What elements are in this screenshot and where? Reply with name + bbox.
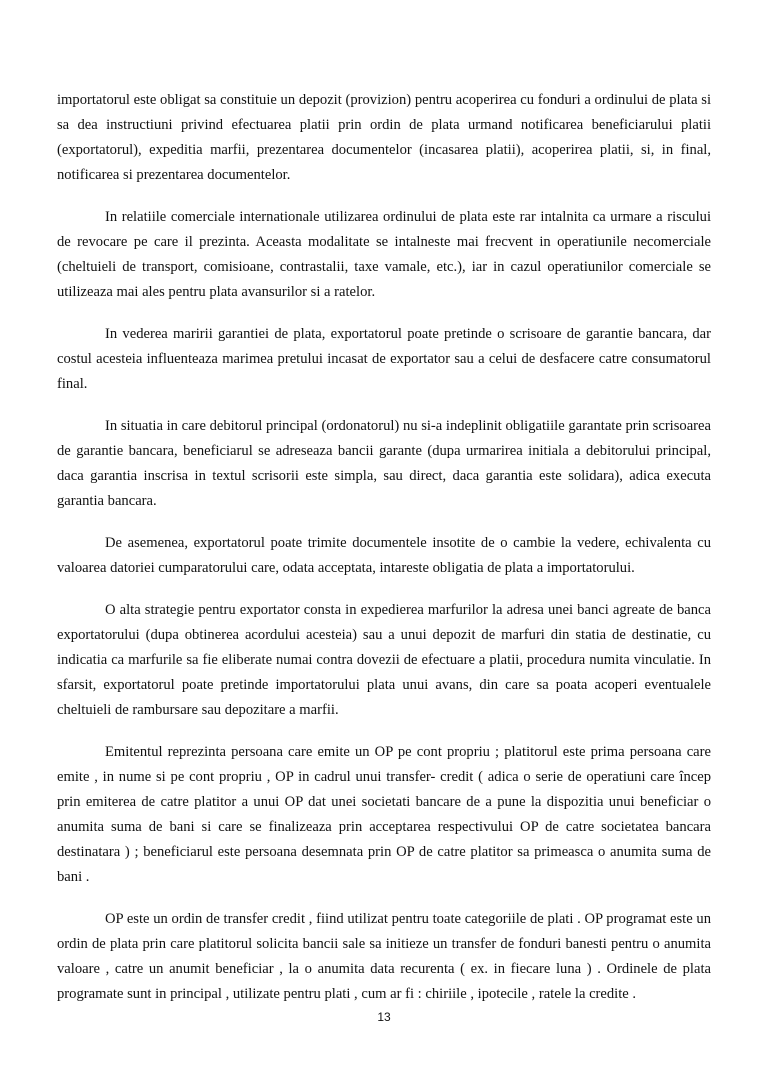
paragraph-guarantee-execution: In situatia in care debitorul principal (ordonatorul) nu si-a indeplinit obligatiile garantate prin scrisoarea de garantie bancara, beneficiarul se adreseaza bancii garante (dupa urmarirea initiala a debitorului principal, daca garantia inscrisa in textul scrisorii este simpla, sau direct, daca garantia este solidara), adica executa garantia bancara. <box>57 418 711 509</box>
paragraph-continuation: importatorul este obligat sa constituie un depozit (provizion) pentru acoperirea cu fonduri a ordinului de plata si sa dea instructiuni privind efectuarea platii prin ordin de plata urmand notificarea beneficiarului platii (exportatorul), expeditia marfii, prezentarea documentelor (incasarea platii), acoperirea platii, si, in final, notificarea si prezentarea documentelor. <box>57 92 711 183</box>
document-body <box>57 88 711 1024</box>
paragraph-exporter-strategy: O alta strategie pentru exportator consta in expedierea marfurilor la adresa unei banci agreate de banca exportatorului (dupa obtinerea acordului acesteia) sau a unui depozit de marfuri din statia de destinatie, cu indicatia ca marfurile sa fie eliberate numai contra dovezii de efectuare a platii, procedura numita vinculatie. In sfarsit, exportatorul poate pretinde importatorului plata unui avans, din care sa poata acoperi eventualele cheltuieli de rambursare sau depozitare a marfii. <box>57 602 711 718</box>
page-number: 13 <box>377 1010 391 1024</box>
paragraph-op-definition: OP este un ordin de transfer credit , fiind utilizat pentru toate categoriile de plati . OP programat este un ordin de plata prin care platitorul solicita bancii sale sa initieze un transfer de fonduri banesti pentru o anumita valoare , catre un anumit beneficiar , la o anumita data recurenta ( ex. in fiecare luna ) . Ordinele de plata programate sunt in principal , utilizate pentru plati , cum ar fi : chiriile , ipotecile , ratele la credite . <box>57 911 711 1002</box>
paragraph-issuer-definition: Emitentul reprezinta persoana care emite un OP pe cont propriu ; platitorul este prima persoana care emite , in nume si pe cont propriu , OP in cadrul unui transfer- credit ( adica o serie de operatiuni care încep prin emiterea de catre platitor a unui OP dat unei societati bancare de a pune la dispozitia unui beneficiar o anumita suma de bani si care se finalizeaza prin acceptarea respectivului OP de catre societatea bancara destinatara ) ; beneficiarul este persoana desemnata prin OP de catre platitor sa primeasca o anumita suma de bani . <box>57 744 711 885</box>
paragraph-bill-of-exchange: De asemenea, exportatorul poate trimite documentele insotite de o cambie la vedere, echivalenta cu valoarea datoriei cumparatorului care, odata acceptata, intareste obligatia de plata a importatorului. <box>57 535 711 576</box>
paragraph-payment-order-risk: In relatiile comerciale internationale utilizarea ordinului de plata este rar intalnita ca urmare a riscului de revocare pe care il prezinta. Aceasta modalitate se intalneste mai frecvent in operatiunile necomerciale (cheltuieli de transport, comisioane, contrastalii, taxe vamale, etc.), iar in cazul operatiunilor comerciale se utilizeaza mai ales pentru plata avansurilor si a ratelor. <box>57 209 711 300</box>
paragraph-bank-guarantee: In vederea maririi garantiei de plata, exportatorul poate pretinde o scrisoare de garantie bancara, dar costul acesteia influenteaza marimea pretului incasat de exportator sau a celui de desfacere catre consumatorul final. <box>57 326 711 392</box>
